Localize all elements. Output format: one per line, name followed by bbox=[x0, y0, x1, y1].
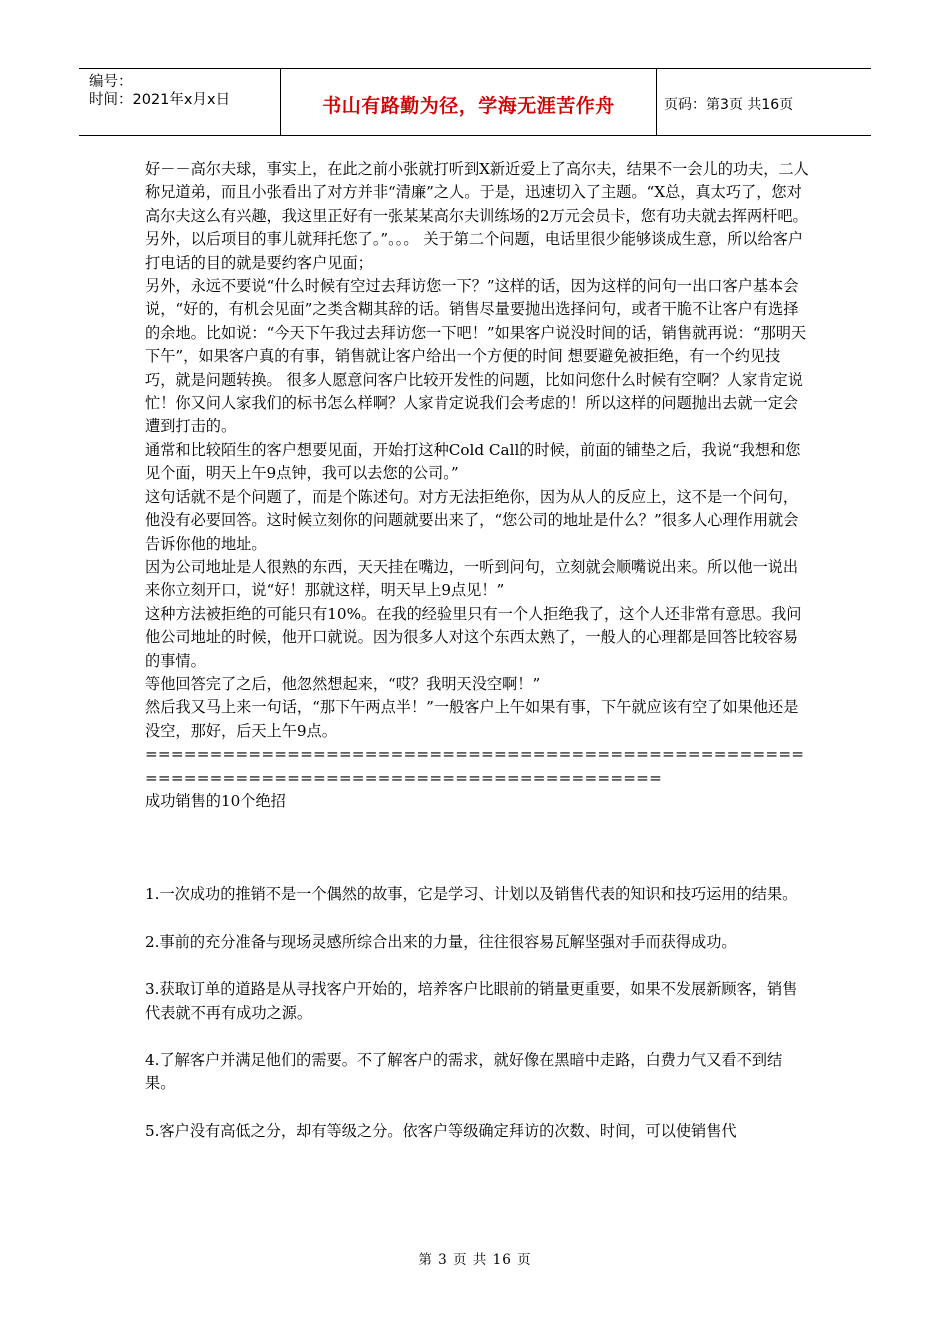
tip-item: 5.客户没有高低之分，却有等级之分。依客户等级确定拜访的次数、时间，可以使销售代 bbox=[145, 1121, 737, 1140]
doc-date-label: 时间：2021年x月x日 bbox=[89, 92, 231, 108]
paragraph: 然后我又马上来一句话，“那下午两点半！”一般客户上午如果有事，下午就应该有空了如果他还是没空，那好，后天上午9点。 bbox=[145, 698, 799, 740]
document-header bbox=[79, 68, 871, 136]
tip-item: 2.事前的充分准备与现场灵感所综合出来的力量，往往很容易瓦解坚强对手而获得成功。 bbox=[145, 932, 737, 951]
spacer bbox=[145, 907, 809, 931]
tip-item: 4.了解客户并满足他们的需要。不了解客户的需求，就好像在黑暗中走路，白费力气又看不到结果。 bbox=[145, 1051, 783, 1093]
tip-item: 1.一次成功的推销不是一个偶然的故事，它是学习、计划以及销售代表的知识和技巧运用的结果。 bbox=[145, 885, 798, 904]
separator-line: =========================================================================================== bbox=[145, 745, 805, 787]
paragraph: 等他回答完了之后，他忽然想起来，“哎？我明天没空啊！” bbox=[145, 674, 541, 693]
header-page-cell bbox=[657, 69, 871, 135]
paragraph: 因为公司地址是人很熟的东西，天天挂在嘴边，一听到问句，立刻就会顺嘴说出来。所以他一说出来你立刻开口，说“好！那就这样，明天早上9点见！” bbox=[145, 557, 799, 600]
paragraph: 另外，永远不要说“什么时候有空过去拜访您一下？”这样的话，因为这样的问句一出口客户基本会说，“好的，有机会见面”之类含糊其辞的话。销售尽量要抛出选择问句，或者干脆不让客户有选择的余地。比如说：“今天下午我过去拜访您一下吧！”如果客户说没时间的话，销售就再说：“那明天下午”，如果客户真的有事，销售就让客户给出一个方便的时间 想要避免被拒绝，有一个约见技巧，就是问题转换。 很多人愿意问客户比较开发性的问题，比如问您什么时候有空啊？人家肯定说忙！你又问人家我们的标书怎么样啊？人家肯定说我们会考虑的！所以这样的问题抛出去就一定会遭到打击的。 bbox=[145, 277, 807, 436]
tip-item: 3.获取订单的道路是从寻找客户开始的，培养客户比眼前的销量更重要，如果不发展新顾客，销售代表就不再有成功之源。 bbox=[145, 980, 798, 1022]
spacer bbox=[145, 1096, 809, 1120]
footer-page-number: 第 3 页 共 16 页 bbox=[418, 1252, 532, 1268]
doc-number-label: 编号： bbox=[89, 74, 133, 90]
section-title: 成功销售的10个绝招 bbox=[145, 791, 286, 810]
paragraph: 这种方法被拒绝的可能只有10%。在我的经验里只有一个人拒绝我了，这个人还非常有意思。我问他公司地址的时候，他开口就说。因为很多人对这个东西太熟了，一般人的心理都是回答比较容易的事情。 bbox=[145, 604, 802, 670]
paragraph: 这句话就不是个问题了，而是个陈述句。对方无法拒绝你，因为从人的反应上，这不是一个问句，他没有必要回答。这时候立刻你的问题就要出来了，“您公司的地址是什么？”很多人心理作用就会告诉你他的地址。 bbox=[145, 487, 799, 553]
spacer bbox=[145, 954, 809, 978]
header-motto-cell bbox=[281, 69, 657, 135]
spacer bbox=[145, 1025, 809, 1049]
header-meta bbox=[79, 69, 281, 135]
paragraph: 好－－高尔夫球，事实上，在此之前小张就打听到X新近爱上了高尔夫，结果不一会儿的功夫，二人称兄道弟，而且小张看出了对方并非“清廉”之人。于是，迅速切入了主题。“X总，真太巧了，您对高尔夫这么有兴趣，我这里正好有一张某某高尔夫训练场的2万元会员卡，您有功夫就去挥两杆吧。另外，以后项目的事儿就拜托您了。”。。。 关于第二个问题，电话里很少能够谈成生意，所以给客户打电话的目的就是要约客户见面； bbox=[145, 160, 809, 272]
document-body bbox=[145, 158, 809, 1143]
header-motto: 书山有路勤为径，学海无涯苦作舟 bbox=[322, 94, 615, 117]
paragraph: 通常和比较陌生的客户想要见面，开始打这种Cold Call的时候，前面的铺垫之后，我说“我想和您见个面，明天上午9点钟，我可以去您的公司。” bbox=[145, 440, 801, 483]
header-page-info: 页码：第3页 共16页 bbox=[664, 97, 794, 113]
spacer bbox=[145, 813, 809, 883]
page-footer bbox=[0, 1248, 950, 1268]
